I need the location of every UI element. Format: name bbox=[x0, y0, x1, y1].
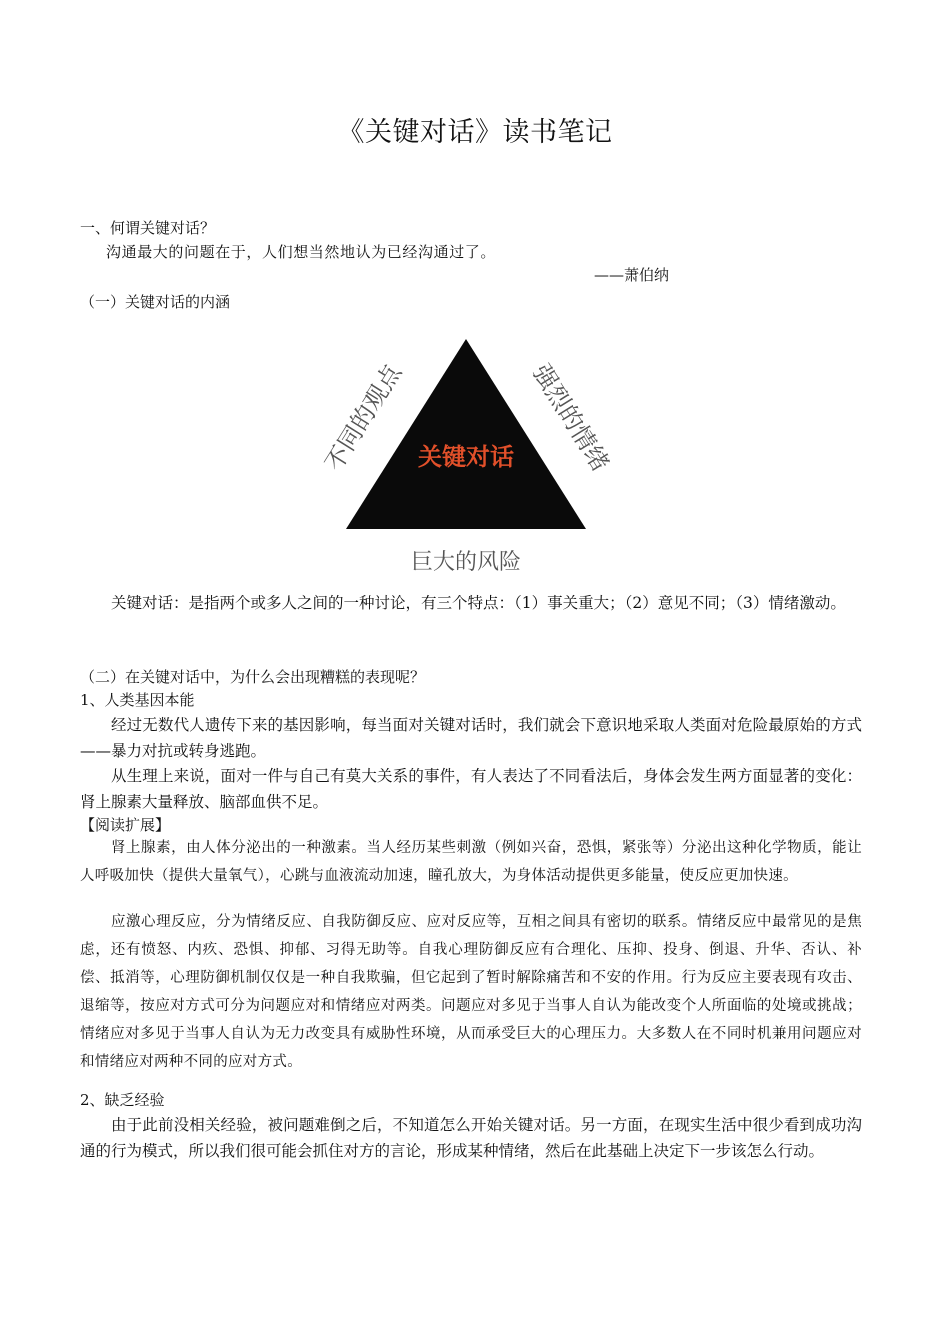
key-conversation-diagram bbox=[320, 325, 620, 585]
diagram-center-label: 关键对话 bbox=[418, 443, 514, 471]
body-paragraph: 从生理上来说，面对一件与自己有莫大关系的事件，有人表达了不同看法后，身体会发生两方面显著的变化：肾上腺素大量释放、脑部血供不足。 bbox=[80, 767, 862, 811]
diagram-right-label: 强烈的情绪 bbox=[527, 359, 615, 477]
point-title: 2、缺乏经验 bbox=[80, 1091, 165, 1109]
body-paragraph: 由于此前没相关经验，被问题难倒之后，不知道怎么开始关键对话。另一方面，在现实生活中很少看到成功沟通的行为模式，所以我们很可能会抓住对方的言论，形成某种情绪，然后在此基础上决定下一步该怎么行动。 bbox=[80, 1116, 862, 1160]
subsection-heading: （一）关键对话的内涵 bbox=[80, 293, 231, 311]
section-heading: （二）在关键对话中，为什么会出现糟糕的表现呢？ bbox=[80, 668, 426, 686]
point-title: 1、人类基因本能 bbox=[80, 691, 195, 709]
reading-extension-label: 【阅读扩展】 bbox=[80, 816, 171, 834]
document-title: 《关键对话》读书笔记 bbox=[337, 117, 613, 148]
diagram-bottom-label: 巨大的风险 bbox=[410, 550, 522, 575]
section-heading: 一、何谓关键对话？ bbox=[80, 219, 216, 237]
diagram-left-label: 不同的观点 bbox=[320, 359, 407, 477]
extension-paragraph: 应激心理反应，分为情绪反应、自我防御反应、应对反应等，互相之间具有密切的联系。情绪反应中最常见的是焦虑，还有愤怒、内疚、恐惧、抑郁、习得无助等。自我心理防御反应有合理化、压抑、投身、倒退、升华、否认、补偿、抵消等，心理防御机制仅仅是一种自我欺骗，但它起到了暂时解除痛苦和不安的作用。行为反应主要表现有攻击、退缩等，按应对方式可分为问题应对和情绪应对两类。问题应对多见于当事人自认为能改变个人所面临的处境或挑战；情绪应对多见于当事人自认为无力改变具有威胁性环境，从而承受巨大的心理压力。大多数人在不同时机兼用问题应对和情绪应对两种不同的应对方式。 bbox=[80, 914, 862, 1070]
quote-author: ——萧伯纳 bbox=[594, 266, 670, 284]
quote-text: 沟通最大的问题在于，人们想当然地认为已经沟通过了。 bbox=[106, 243, 497, 261]
extension-paragraph: 肾上腺素，由人体分泌出的一种激素。当人经历某些刺激（例如兴奋，恐惧，紧张等）分泌出这种化学物质，能让人呼吸加快（提供大量氧气），心跳与血液流动加速，瞳孔放大，为身体活动提供更多能量，使反应更加快速。 bbox=[80, 840, 862, 884]
definition-paragraph: 关键对话：是指两个或多人之间的一种讨论，有三个特点：（1）事关重大；（2）意见不同；（3）情绪激动。 bbox=[111, 594, 846, 612]
body-paragraph: 经过无数代人遗传下来的基因影响，每当面对关键对话时，我们就会下意识地采取人类面对危险最原始的方式——暴力对抗或转身逃跑。 bbox=[80, 716, 862, 760]
